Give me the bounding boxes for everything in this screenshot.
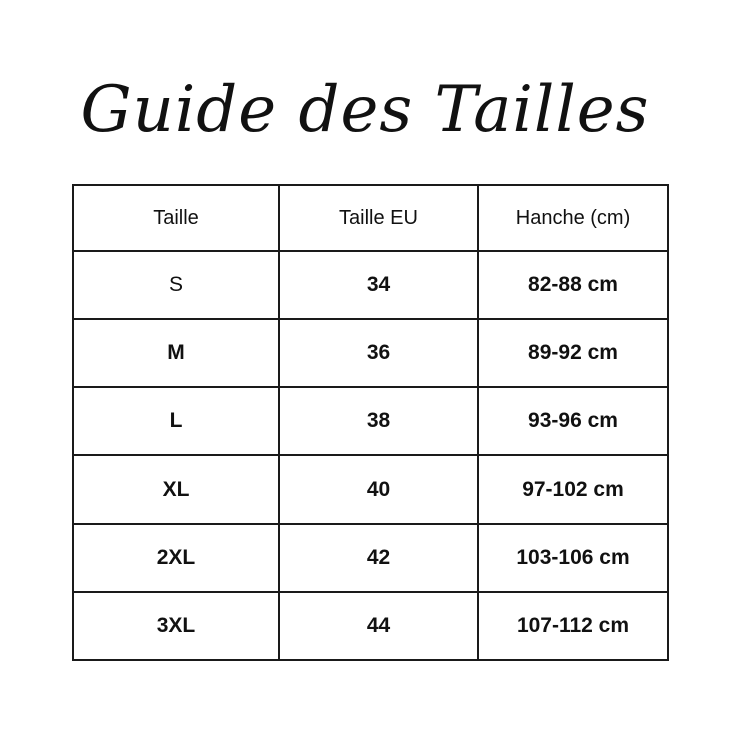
size-table — [72, 184, 669, 661]
cell-taille: S — [73, 251, 279, 319]
cell-taille: 3XL — [73, 592, 279, 660]
cell-taille: XL — [73, 455, 279, 523]
table-row — [73, 592, 668, 660]
header-taille: Taille — [73, 185, 279, 251]
cell-hanche: 89-92 cm — [478, 319, 668, 387]
cell-taille-eu: 44 — [279, 592, 478, 660]
cell-taille-eu: 42 — [279, 524, 478, 592]
cell-hanche: 103-106 cm — [478, 524, 668, 592]
table-row — [73, 251, 668, 319]
cell-taille: L — [73, 387, 279, 455]
cell-taille-eu: 38 — [279, 387, 478, 455]
table-row — [73, 319, 668, 387]
cell-hanche: 107-112 cm — [478, 592, 668, 660]
cell-taille-eu: 36 — [279, 319, 478, 387]
cell-hanche: 97-102 cm — [478, 455, 668, 523]
table-header-row — [73, 185, 668, 251]
header-hanche: Hanche (cm) — [478, 185, 668, 251]
cell-hanche: 93-96 cm — [478, 387, 668, 455]
cell-taille: 2XL — [73, 524, 279, 592]
table-row — [73, 455, 668, 523]
table-row — [73, 387, 668, 455]
cell-taille: M — [73, 319, 279, 387]
cell-taille-eu: 34 — [279, 251, 478, 319]
cell-taille-eu: 40 — [279, 455, 478, 523]
cell-hanche: 82-88 cm — [478, 251, 668, 319]
page-title: Guide des Tailles — [80, 73, 650, 147]
header-taille-eu: Taille EU — [279, 185, 478, 251]
table-row — [73, 524, 668, 592]
